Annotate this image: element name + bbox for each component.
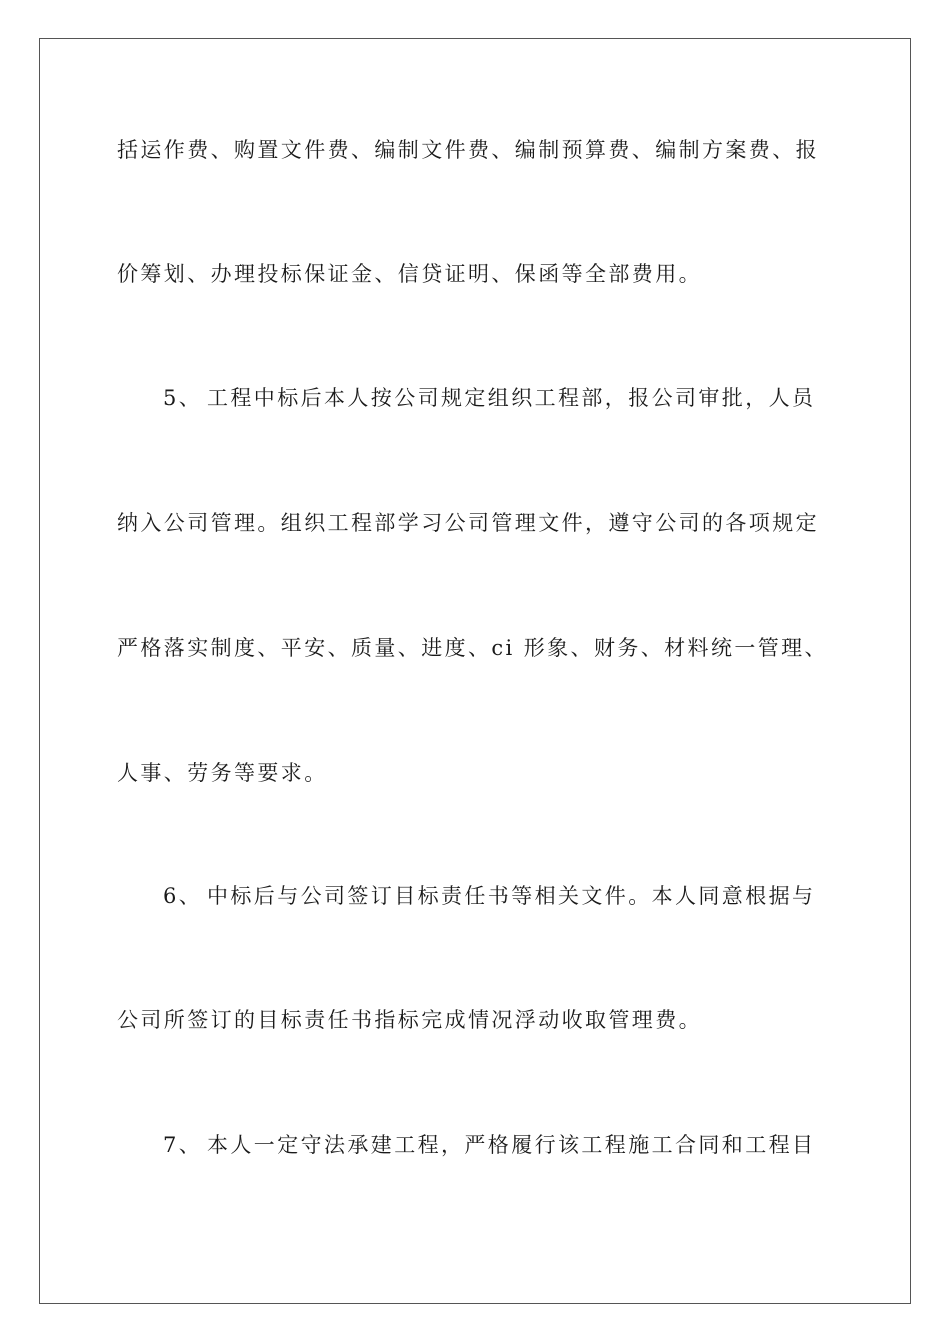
item-number: 5、: [163, 386, 203, 410]
text-line: 公司所签订的目标责任书指标完成情况浮动收取管理费。: [117, 1008, 702, 1032]
text-line: 价筹划、办理投标保证金、信贷证明、保函等全部费用。: [117, 262, 702, 286]
item-number: 6、: [163, 884, 203, 908]
page-border: [39, 38, 911, 1304]
list-item-6: [163, 884, 815, 908]
item-text: 工程中标后本人按公司规定组织工程部，报公司审批，人员: [207, 386, 816, 410]
item-text: 中标后与公司签订目标责任书等相关文件。本人同意根据与: [207, 884, 816, 908]
list-item-5: [163, 386, 815, 410]
text-line: 人事、劳务等要求。: [117, 761, 328, 785]
text-line: 括运作费、购置文件费、编制文件费、编制预算费、编制方案费、报: [117, 138, 819, 162]
item-text: 本人一定守法承建工程，严格履行该工程施工合同和工程目: [207, 1133, 816, 1157]
text-line: 纳入公司管理。组织工程部学习公司管理文件，遵守公司的各项规定: [117, 511, 819, 535]
text-line: 严格落实制度、平安、质量、进度、ci 形象、财务、材料统一管理、: [117, 636, 828, 660]
item-number: 7、: [163, 1133, 203, 1157]
list-item-7: [163, 1133, 815, 1157]
